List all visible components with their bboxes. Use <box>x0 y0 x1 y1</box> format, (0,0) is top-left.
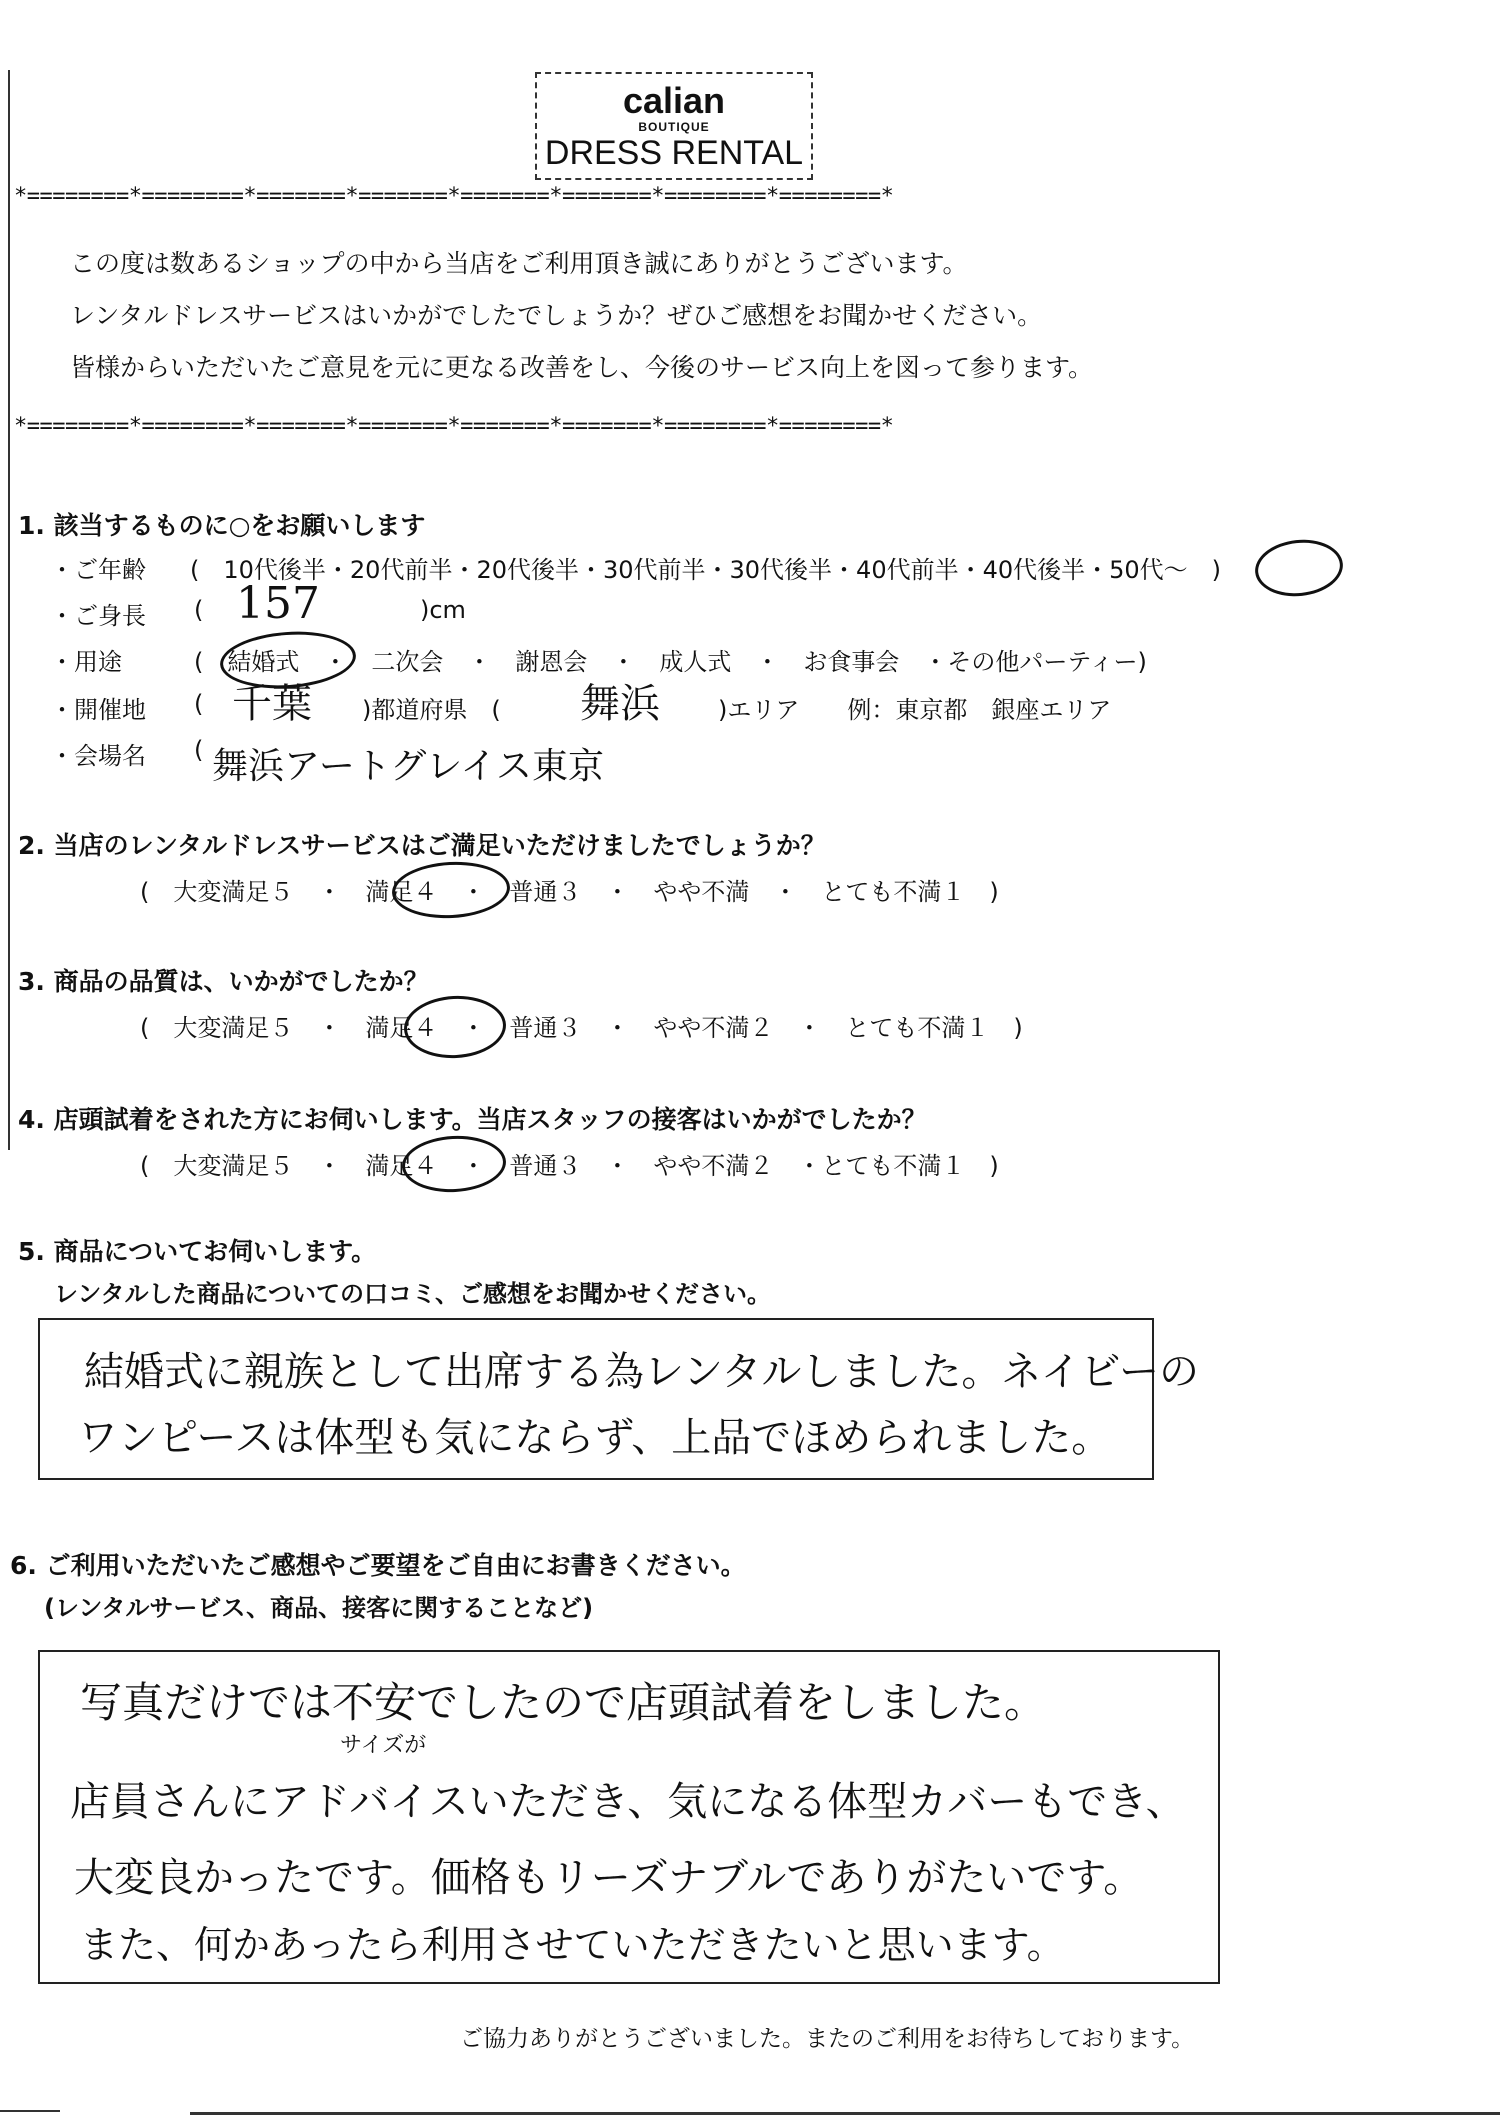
purpose-options[interactable]: ( 結婚式 ・ 二次会 ・ 謝恩会 ・ 成人式 ・ お食事会 ・その他パーティー) <box>194 648 1147 676</box>
venue-name-value[interactable]: 舞浜アートグレイス東京 <box>212 746 605 787</box>
q3-title: 3. 商品の品質は、いかがでしたか？ <box>18 967 429 996</box>
height-open-paren: ( <box>194 596 204 624</box>
q4-title: 4. 店頭試着をされた方にお伺いします。当店スタッフの接客はいかがでしたか？ <box>18 1105 927 1134</box>
venue-area-tail: )エリア 例：東京都 銀座エリア <box>718 696 1112 724</box>
q6-answer-insert: サイズが <box>340 1733 427 1758</box>
age-options[interactable]: ( 10代後半・20代前半・20代後半・30代前半・30代後半・40代前半・40代後半・50代～ ) <box>190 556 1222 584</box>
brand-logo <box>535 72 813 180</box>
q6-answer-line-3: 大変良かったです。価格もリーズナブルでありがたいです。 <box>74 1855 1144 1901</box>
q4-options[interactable]: ( 大変満足５ ・ 満足４ ・ 普通３ ・ やや不満２ ・とても不満１ ) <box>140 1152 999 1180</box>
logo-subtitle: BOUTIQUE <box>638 120 710 134</box>
age-label: ・ご年齢 <box>50 556 146 584</box>
q6-answer-box[interactable] <box>38 1650 1220 1984</box>
height-value[interactable]: 157 <box>236 578 320 629</box>
top-divider: *========*========*=======*=======*=======*=======*========*========* <box>14 184 894 209</box>
footer-rule-left <box>0 2110 60 2112</box>
footer-rule <box>190 2112 1500 2115</box>
q5-subtitle: レンタルした商品についての口コミ、ご感想をお聞かせください。 <box>54 1280 771 1308</box>
height-unit: )cm <box>420 596 466 624</box>
q5-answer-line-1: 結婚式に親族として出席する為レンタルしました。ネイビーの <box>84 1349 1199 1395</box>
q2-selection-circle <box>391 859 512 921</box>
intro-line-2: レンタルドレスサービスはいかがでしたでしょうか？ぜひご感想をお聞かせください。 <box>70 301 1043 330</box>
logo-name: calian <box>622 80 726 121</box>
venue-name-label: ・会場名 <box>50 742 146 770</box>
intro-line-3: 皆様からいただいたご意見を元に更なる改善をし、今後のサービス向上を図って参ります。 <box>70 353 1094 382</box>
height-label: ・ご身長 <box>50 602 146 630</box>
venue-area-open-paren: ( <box>194 690 204 718</box>
venue-name-open-paren: ( <box>194 736 204 764</box>
q2-title: 2. 当店のレンタルドレスサービスはご満足いただけましたでしょうか？ <box>18 831 826 860</box>
intro-line-1: この度は数あるショップの中から当店をご利用頂き誠にありがとうございます。 <box>70 249 968 278</box>
thanks-message: ご協力ありがとうございました。またのご利用をお待ちしております。 <box>460 2026 1195 2052</box>
q3-options[interactable]: ( 大変満足５ ・ 満足４ ・ 普通３ ・ やや不満２ ・ とても不満１ ) <box>140 1014 1023 1042</box>
venue-prefecture-value[interactable]: 千葉 <box>232 681 312 727</box>
q6-answer-line-4: また、何かあったら利用させていただきたいと思います。 <box>80 1923 1065 1967</box>
purpose-label: ・用途 <box>50 648 122 676</box>
q2-options[interactable]: ( 大変満足５ ・ 満足４ ・ 普通３ ・ やや不満 ・ とても不満１ ) <box>140 878 999 906</box>
margin-line <box>8 70 10 1150</box>
q4-selection-circle <box>401 1133 508 1194</box>
q5-title: 5. 商品についてお伺いします。 <box>18 1237 377 1266</box>
venue-area-label: ・開催地 <box>50 696 146 724</box>
q6-title: 6. ご利用いただいたご感想やご要望をご自由にお書きください。 <box>10 1551 746 1580</box>
age-selection-circle <box>1252 536 1345 601</box>
q6-subtitle: (レンタルサービス、商品、接客に関することなど) <box>44 1594 594 1622</box>
q5-answer-box[interactable] <box>38 1318 1199 1480</box>
venue-area-value[interactable]: 舞浜 <box>580 681 660 727</box>
q3-selection-circle <box>402 993 507 1060</box>
q5-answer-line-2: ワンピースは体型も気にならず、上品でほめられました。 <box>78 1415 1112 1461</box>
logo-service: DRESS RENTAL <box>544 134 804 172</box>
venue-area-middle: )都道府県 ( <box>362 696 501 724</box>
bottom-divider: *========*========*=======*=======*=======*=======*========*========* <box>14 414 894 439</box>
q1-title: 1. 該当するものに○をお願いします <box>18 511 426 540</box>
q6-answer-line-1: 写真だけでは不安でしたので店頭試着をしました。 <box>80 1678 1047 1727</box>
q6-answer-line-2: 店員さんにアドバイスいただき、気になる体型カバーもでき、 <box>70 1779 1186 1825</box>
